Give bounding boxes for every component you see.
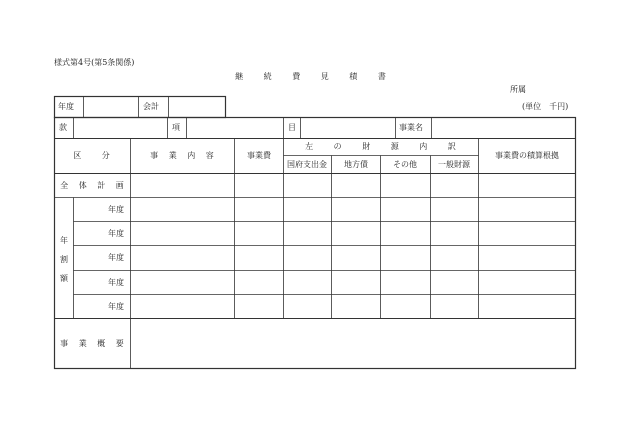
fiscal-year-label: 年度 <box>58 102 74 111</box>
general-funds-header: 一般財源 <box>438 160 470 169</box>
project-name-label: 事業名 <box>399 123 423 132</box>
overall-plan-label: 全 体 計 画 <box>60 181 128 190</box>
form-number: 様式第4号(第5条関係) <box>54 58 135 67</box>
project-content-header: 事 業 内 容 <box>150 151 218 160</box>
annual-allocation-char-1: 年 <box>60 236 68 245</box>
local-bond-header: 地方債 <box>344 160 368 169</box>
cost-basis-header: 事業費の積算根拠 <box>495 151 559 160</box>
other-header: その他 <box>393 160 417 169</box>
project-cost-header: 事業費 <box>247 151 271 160</box>
kou-label: 項 <box>172 123 180 132</box>
document-title: 継 続 費 見 積 書 <box>235 72 395 81</box>
year-row-label: 年度 <box>108 278 124 287</box>
annual-allocation-char-2: 割 <box>60 255 68 264</box>
year-row-label: 年度 <box>108 253 124 262</box>
national-prefectural-funds-header: 国府支出金 <box>287 160 327 169</box>
funding-breakdown-header: 左 の 財 源 内 訳 <box>305 142 465 151</box>
project-overview-label: 事 業 概 要 <box>60 339 128 348</box>
category-header: 区 分 <box>73 151 119 160</box>
kan-label: 款 <box>59 123 67 132</box>
year-row-label: 年度 <box>108 205 124 214</box>
annual-allocation-char-3: 額 <box>60 274 68 283</box>
year-row-label: 年度 <box>108 229 124 238</box>
moku-label: 目 <box>288 123 296 132</box>
unit-label: (単位 千円) <box>522 102 569 111</box>
affiliation-label: 所属 <box>510 85 526 94</box>
year-row-label: 年度 <box>108 302 124 311</box>
account-label: 会計 <box>143 102 159 111</box>
